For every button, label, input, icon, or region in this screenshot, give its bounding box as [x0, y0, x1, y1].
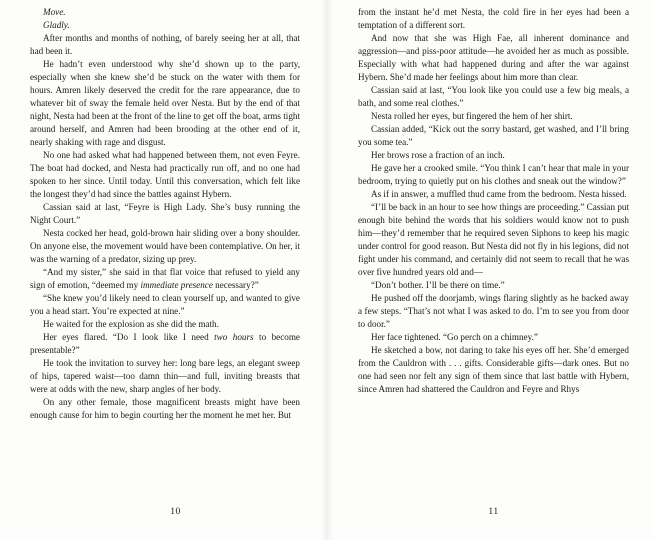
paragraph: Gladly. [43, 20, 70, 31]
paragraph: No one had asked what had happened between them, not even Feyre. The boat had docked, and Nesta had practically run off, and no one had spoken to her since. Until today. Until this conversation, which felt like the longest they’d had since the battles against Hybern. [30, 150, 300, 200]
paragraph: He took the invitation to survey her: long bare legs, an elegant sweep of hips, tapered waist—too damn thin—and full, inviting breasts that were at odds with the new, sharp angles of her body. [30, 358, 300, 395]
right-page-text [358, 6, 629, 396]
paragraph: As if in answer, a muffled thud came from the bedroom. Nesta hissed. [371, 189, 627, 200]
paragraph: “She knew you’d likely need to clean yourself up, and wanted to give you a head start. You’re expected at nine.” [30, 293, 300, 317]
page-number-left: 10 [170, 506, 181, 517]
paragraph: Her brows rose a fraction of an inch. [371, 150, 505, 161]
paragraph: from the instant he’d met Nesta, the cold fire in her eyes had been a temptation of a different sort. [358, 7, 629, 31]
paragraph: Nesta cocked her head, gold-brown hair sliding over a bony shoulder. On anyone else, the movement would have been contemplative. On her, it was the warning of a predator, sizing up prey. [30, 228, 300, 265]
page-number-right: 11 [488, 506, 499, 517]
paragraph: He gave her a crooked smile. “You think I can’t hear that male in your bedroom, trying to quietly put on his clothes and sneak out the window?” [358, 163, 629, 187]
paragraph: He hadn’t even understood why she’d shown up to the party, especially when she knew she’d be stuck on the water with them for hours. Amren likely deserved the credit for the rare appearance, due to whatever bit of sway the female held over Nesta. But by the end of that night, Nesta had been at the front of the line to get off the boat, arms tight around herself, and Amren had been brooding at the other end of it, nearly shaking with rage and disgust. [30, 59, 300, 148]
paragraph: On any other female, those magnificent breasts might have been enough cause for him to begin courting her the moment he met her. But [30, 397, 300, 421]
paragraph: He pushed off the doorjamb, wings flaring slightly as he backed away a few steps. “That’s not what I was asked to do. I’m to see you from door to door.” [358, 293, 629, 330]
paragraph: Cassian added, “Kick out the sorry bastard, get washed, and I’ll bring you some tea.” [358, 124, 629, 148]
paragraph: He sketched a bow, not daring to take his eyes off her. She’d emerged from the Cauldron with . . . gifts. Considerable gifts—dark ones. But no one had seen nor felt any sign of them since that last battle with Hybern, since Amren had shattered the Cauldron and Feyre and Rhys [358, 345, 629, 395]
paragraph: Her eyes flared. “Do I look like I need two hours to become presentable?” [30, 332, 300, 356]
paragraph: Nesta rolled her eyes, but fingered the hem of her shirt. [371, 111, 573, 122]
paragraph: “And my sister,” she said in that flat voice that refused to yield any sign of emotion, “deemed my immediate presence necessary?” [30, 267, 300, 291]
paragraph: Move. [43, 7, 66, 17]
left-page-text [30, 6, 300, 423]
paragraph: Her face tightened. “Go perch on a chimney.” [371, 332, 538, 343]
paragraph: After months and months of nothing, of barely seeing her at all, that had been it. [30, 33, 300, 57]
right-page [327, 0, 654, 540]
paragraph: He waited for the explosion as she did the math. [43, 319, 219, 330]
paragraph: “Don’t bother. I’ll be there on time.” [371, 280, 505, 291]
paragraph: And now that she was High Fae, all inherent dominance and aggression—and piss-poor attitude—he avoided her as much as possible. Especially with what had happened during and after the war against Hybern. She’d made her feelings about him more than clear. [358, 33, 629, 83]
paragraph: Cassian said at last, “Feyre is High Lady. She’s busy running the Night Court.” [30, 202, 300, 226]
paragraph: Cassian said at last, “You look like you could use a few big meals, a bath, and some real clothes.” [358, 85, 629, 109]
paragraph: “I’ll be back in an hour to see how things are proceeding.” Cassian put enough bite behind the words that his soldiers would know not to push him—they’d remember that he required seven Siphons to keep his magic under control for good reason. But Nesta did not fly in his legions, did not fight under his command, and certainly did not seem to recall that he was over five hundred years old and— [358, 202, 629, 278]
